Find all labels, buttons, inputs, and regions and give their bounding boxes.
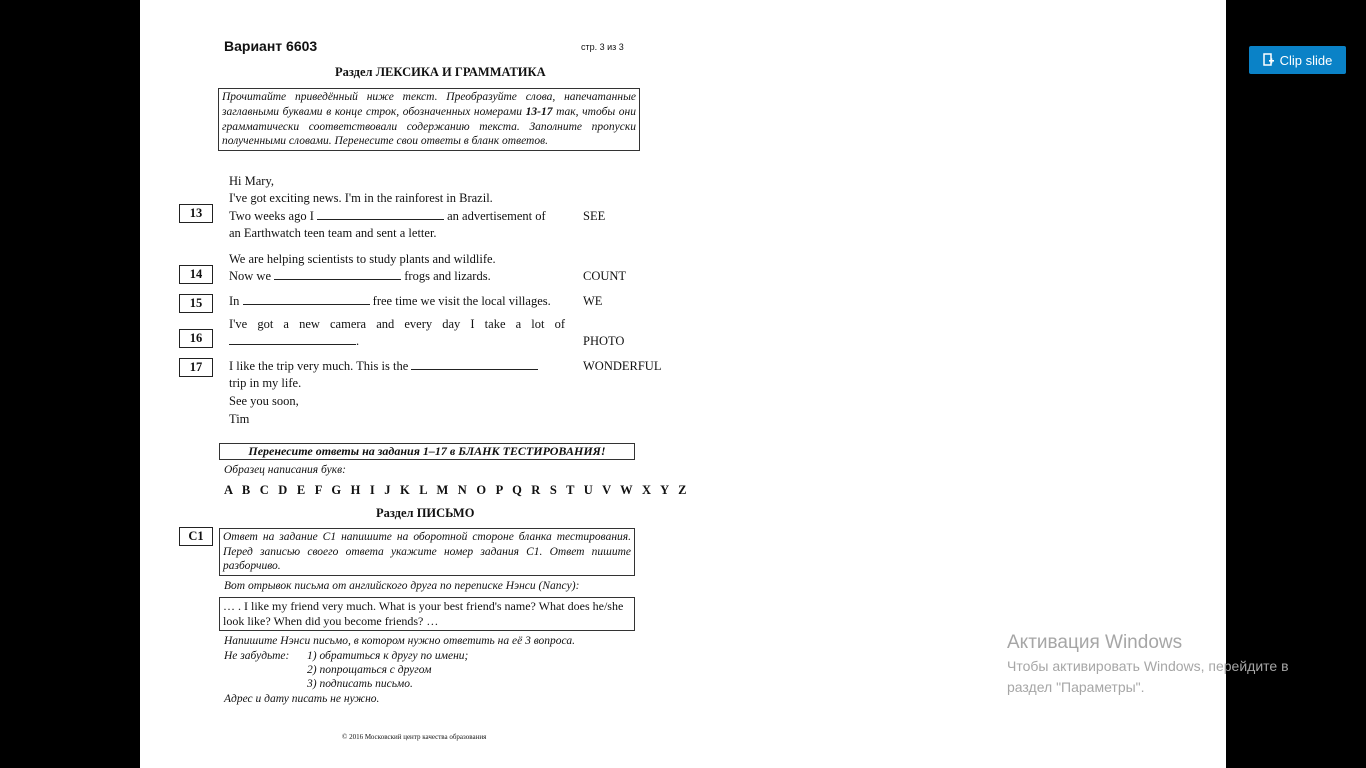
task-number-15: 15: [179, 294, 213, 313]
task-13-text-a: Two weeks ago I: [229, 209, 314, 223]
keyword-17: WONDERFUL: [583, 359, 662, 373]
task-13-line: [229, 209, 546, 224]
task-15-text-a: In: [229, 294, 240, 308]
instructions-text-a: Прочитайте приведённый ниже текст. Преобразуйте слова, напечатанные заглавными буквами в конце строк, обозначенных номерами: [222, 91, 636, 118]
grammar-instructions: [218, 88, 640, 151]
letter-signature: Tim: [229, 412, 250, 426]
task-number-17: 17: [179, 358, 213, 377]
write-instruction: Напишите Нэнси письмо, в котором нужно ответить на её 3 вопроса.: [224, 635, 575, 647]
answer-blank-16[interactable]: [229, 334, 356, 345]
task-14-text-b: frogs and lizards.: [404, 269, 491, 283]
task-number-16: 16: [179, 329, 213, 348]
section-title-grammar: Раздел ЛЕКСИКА И ГРАММАТИКА: [335, 65, 546, 79]
task-16-line-2: [229, 334, 359, 349]
letter-greeting: Hi Mary,: [229, 174, 275, 188]
clip-slide-button[interactable]: [1249, 46, 1346, 74]
task-16-text-b: .: [356, 334, 360, 348]
copyright: © 2016 Московский центр качества образования: [342, 733, 487, 741]
remember-item-2: 2) попрощаться с другом: [307, 664, 432, 676]
answer-blank-15[interactable]: [243, 294, 370, 305]
task-14-text-a: Now we: [229, 269, 272, 283]
excerpt-label: Вот отрывок письма от английского друга по переписке Нэнси (Nancy):: [224, 580, 580, 592]
windows-activation-title: Активация Windows: [1007, 632, 1183, 653]
task-13-line-2: an Earthwatch teen team and sent a letter.: [229, 226, 437, 240]
task-14-line: [229, 269, 491, 284]
clip-icon: [1263, 53, 1275, 67]
task-13-text-b: an advertisement of: [447, 209, 546, 223]
task-15-line: [229, 294, 551, 309]
letter-excerpt: … . I like my friend very much. What is your best friend's name? What does he/she look like? When did you become friends? …: [219, 597, 635, 631]
answer-blank-17[interactable]: [411, 359, 538, 370]
windows-activation-text: Чтобы активировать Windows, перейдите в раздел "Параметры".: [1007, 658, 1289, 695]
keyword-13: SEE: [583, 209, 606, 223]
answer-blank-13[interactable]: [317, 209, 444, 220]
keyword-16: PHOTO: [583, 334, 625, 348]
task-17-text-a: I like the trip very much. This is the: [229, 359, 409, 373]
task-number-c1: C1: [179, 527, 213, 546]
remember-label: Не забудьте:: [224, 650, 290, 662]
page-number: стр. 3 из 3: [581, 42, 624, 52]
no-address-note: Адрес и дату писать не нужно.: [224, 693, 380, 705]
task-16-line: I've got a new camera and every day I take a lot of: [229, 317, 565, 331]
task-number-13: 13: [179, 204, 213, 223]
remember-item-3: 3) подписать письмо.: [307, 678, 413, 690]
section-title-writing: Раздел ПИСЬМО: [376, 506, 475, 520]
sample-letters-label: Образец написания букв:: [224, 464, 346, 476]
task-17-line: [229, 359, 538, 374]
task-14-pre: We are helping scientists to study plants and wildlife.: [229, 252, 496, 266]
letter-closing: See you soon,: [229, 394, 299, 408]
keyword-14: COUNT: [583, 269, 627, 283]
task-15-text-b: free time we visit the local villages.: [372, 294, 551, 308]
clip-slide-label: Clip slide: [1279, 52, 1333, 68]
c1-instructions: Ответ на задание С1 напишите на оборотной стороне бланка тестирования. Перед записью своего ответа укажите номер задания С1. Ответ пишите разборчиво.: [219, 528, 635, 576]
alphabet-sample: A B C D E F G H I J K L M N O P Q R S T U V W X Y Z: [224, 483, 690, 497]
task-17-line-2: trip in my life.: [229, 376, 302, 390]
answer-blank-14[interactable]: [274, 269, 401, 280]
remember-item-1: 1) обратиться к другу по имени;: [307, 650, 469, 662]
keyword-15: WE: [583, 294, 603, 308]
instructions-task-range: 13-17: [525, 105, 553, 118]
task-number-14: 14: [179, 265, 213, 284]
letter-line: I've got exciting news. I'm in the rainforest in Brazil.: [229, 191, 493, 205]
instructions-text-b: так, чтобы они грамматически соответствовали содержанию текста. Заполните пропуски полученными словами. Перенесите свои ответы в бланк ответов.: [222, 105, 636, 148]
transfer-notice: Перенесите ответы на задания 1–17 в БЛАНК ТЕСТИРОВАНИЯ!: [219, 443, 635, 460]
variant-title: Вариант 6603: [224, 38, 318, 54]
